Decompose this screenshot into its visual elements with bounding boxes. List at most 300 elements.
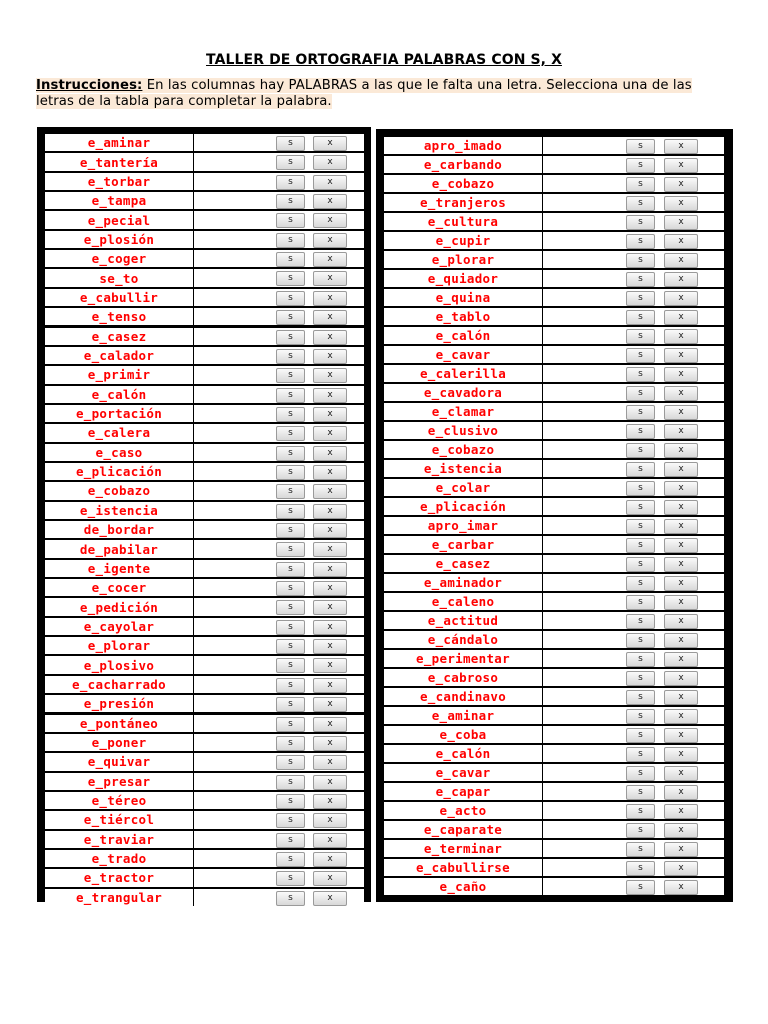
- option-s-button[interactable]: s: [626, 519, 655, 534]
- option-s-button[interactable]: s: [276, 155, 305, 170]
- option-s-button[interactable]: s: [276, 213, 305, 228]
- option-s-button[interactable]: s: [276, 175, 305, 190]
- word-row: [45, 598, 364, 615]
- option-x-button[interactable]: x: [664, 538, 698, 553]
- word-row: [384, 460, 724, 477]
- word-label: e_igente: [87, 560, 151, 576]
- column-divider: [193, 676, 194, 693]
- word-row: [45, 579, 364, 596]
- option-x-button[interactable]: x: [664, 576, 698, 591]
- option-x-button[interactable]: x: [664, 367, 698, 382]
- column-divider: [542, 593, 543, 610]
- word-label: e_tiércol: [83, 812, 155, 828]
- column-divider: [193, 889, 194, 906]
- word-row: [45, 134, 364, 151]
- word-row: [45, 173, 364, 190]
- word-label: e_pontáneo: [79, 715, 159, 731]
- column-divider: [542, 479, 543, 496]
- word-row: [45, 560, 364, 577]
- option-s-button[interactable]: s: [276, 871, 305, 886]
- option-s-button[interactable]: s: [626, 329, 655, 344]
- word-row: [384, 612, 724, 629]
- column-divider: [193, 328, 194, 345]
- word-label: e_coba: [439, 727, 487, 742]
- column-divider: [542, 745, 543, 762]
- word-label: e_téreo: [91, 793, 147, 809]
- option-x-button[interactable]: x: [313, 813, 347, 828]
- option-s-button[interactable]: s: [276, 891, 305, 906]
- option-s-button[interactable]: s: [276, 717, 305, 732]
- instructions-lead: Instrucciones:: [36, 78, 143, 93]
- column-divider: [542, 327, 543, 344]
- option-s-button[interactable]: s: [276, 504, 305, 519]
- option-x-button[interactable]: x: [313, 310, 347, 325]
- option-x-button[interactable]: x: [664, 424, 698, 439]
- option-x-button[interactable]: x: [664, 671, 698, 686]
- option-x-button[interactable]: x: [664, 614, 698, 629]
- option-s-button[interactable]: s: [276, 291, 305, 306]
- word-row: [45, 366, 364, 383]
- option-x-button[interactable]: x: [664, 348, 698, 363]
- option-x-button[interactable]: x: [313, 523, 347, 538]
- column-divider: [542, 384, 543, 401]
- option-s-button[interactable]: s: [626, 196, 655, 211]
- word-label: e_acto: [439, 803, 487, 818]
- option-s-button[interactable]: s: [626, 253, 655, 268]
- word-label: e_terminar: [423, 841, 503, 856]
- option-x-button[interactable]: x: [313, 155, 347, 170]
- column-divider: [542, 289, 543, 306]
- option-s-button[interactable]: s: [626, 367, 655, 382]
- column-divider: [542, 270, 543, 287]
- option-s-button[interactable]: s: [276, 310, 305, 325]
- option-x-button[interactable]: x: [664, 443, 698, 458]
- option-x-button[interactable]: x: [664, 139, 698, 154]
- word-row: [45, 869, 364, 886]
- option-x-button[interactable]: x: [664, 842, 698, 857]
- option-x-button[interactable]: x: [313, 794, 347, 809]
- column-divider: [542, 346, 543, 363]
- option-x-button[interactable]: x: [664, 310, 698, 325]
- word-row: [45, 386, 364, 403]
- option-x-button[interactable]: x: [313, 658, 347, 673]
- option-x-button[interactable]: x: [313, 368, 347, 383]
- word-row: [45, 792, 364, 809]
- column-divider: [193, 831, 194, 848]
- option-s-button[interactable]: s: [626, 424, 655, 439]
- column-divider: [193, 579, 194, 596]
- word-row: [384, 726, 724, 743]
- option-s-button[interactable]: s: [626, 462, 655, 477]
- column-divider: [193, 289, 194, 306]
- column-divider: [542, 517, 543, 534]
- option-x-button[interactable]: x: [313, 717, 347, 732]
- option-x-button[interactable]: x: [313, 736, 347, 751]
- word-row: [45, 444, 364, 461]
- word-row: [45, 753, 364, 770]
- option-x-button[interactable]: x: [313, 407, 347, 422]
- option-s-button[interactable]: s: [626, 500, 655, 515]
- word-label: e_casez: [435, 556, 491, 571]
- word-row: [45, 656, 364, 673]
- column-divider: [542, 783, 543, 800]
- instructions-text: En las columnas hay PALABRAS a las que le falta una letra. Selecciona una de las letras de la tabla para completar la palabra.: [36, 78, 692, 109]
- option-x-button[interactable]: x: [313, 271, 347, 286]
- word-label: e_carbar: [431, 537, 495, 552]
- word-row: [45, 289, 364, 306]
- option-x-button[interactable]: x: [664, 785, 698, 800]
- column-divider: [542, 403, 543, 420]
- option-s-button[interactable]: s: [626, 538, 655, 553]
- option-x-button[interactable]: x: [664, 823, 698, 838]
- option-s-button[interactable]: s: [626, 139, 655, 154]
- option-s-button[interactable]: s: [276, 736, 305, 751]
- option-x-button[interactable]: x: [313, 465, 347, 480]
- option-x-button[interactable]: x: [313, 600, 347, 615]
- word-label: e_trado: [91, 851, 147, 867]
- option-s-button[interactable]: s: [276, 388, 305, 403]
- word-label: e_torbar: [87, 173, 151, 189]
- option-s-button[interactable]: s: [276, 252, 305, 267]
- option-x-button[interactable]: x: [664, 462, 698, 477]
- option-s-button[interactable]: s: [626, 823, 655, 838]
- word-label: e_caleno: [431, 594, 495, 609]
- option-x-button[interactable]: x: [313, 562, 347, 577]
- option-s-button[interactable]: s: [276, 426, 305, 441]
- option-s-button[interactable]: s: [626, 804, 655, 819]
- word-label: e_tantería: [79, 154, 159, 170]
- option-s-button[interactable]: s: [276, 484, 305, 499]
- option-s-button[interactable]: s: [626, 614, 655, 629]
- word-row: [384, 308, 724, 325]
- column-divider: [542, 821, 543, 838]
- option-x-button[interactable]: x: [313, 175, 347, 190]
- option-x-button[interactable]: x: [313, 388, 347, 403]
- option-s-button[interactable]: s: [626, 633, 655, 648]
- word-row: [384, 270, 724, 287]
- word-label: e_pecial: [87, 212, 151, 228]
- column-divider: [542, 612, 543, 629]
- column-divider: [542, 422, 543, 439]
- option-s-button[interactable]: s: [276, 833, 305, 848]
- column-divider: [193, 773, 194, 790]
- word-row: [45, 637, 364, 654]
- word-row: [384, 327, 724, 344]
- option-x-button[interactable]: x: [664, 766, 698, 781]
- word-label: e_aminador: [423, 575, 503, 590]
- option-s-button[interactable]: s: [276, 562, 305, 577]
- option-x-button[interactable]: x: [313, 504, 347, 519]
- option-x-button[interactable]: x: [664, 158, 698, 173]
- option-x-button[interactable]: x: [313, 446, 347, 461]
- column-divider: [193, 366, 194, 383]
- option-s-button[interactable]: s: [626, 348, 655, 363]
- column-divider: [193, 347, 194, 364]
- column-divider: [542, 175, 543, 192]
- column-divider: [193, 656, 194, 673]
- column-divider: [542, 536, 543, 553]
- option-x-button[interactable]: x: [664, 709, 698, 724]
- option-s-button[interactable]: s: [276, 813, 305, 828]
- option-s-button[interactable]: s: [626, 481, 655, 496]
- option-x-button[interactable]: x: [664, 595, 698, 610]
- column-divider: [193, 211, 194, 228]
- word-label: apro_imado: [423, 138, 503, 153]
- option-x-button[interactable]: x: [313, 330, 347, 345]
- option-x-button[interactable]: x: [664, 291, 698, 306]
- option-s-button[interactable]: s: [276, 136, 305, 151]
- word-label: de_bordar: [83, 522, 155, 538]
- column-divider: [193, 540, 194, 557]
- word-label: e_cobazo: [431, 176, 495, 191]
- option-s-button[interactable]: s: [276, 523, 305, 538]
- option-x-button[interactable]: x: [664, 253, 698, 268]
- word-row: [45, 347, 364, 364]
- option-x-button[interactable]: x: [313, 755, 347, 770]
- option-s-button[interactable]: s: [626, 234, 655, 249]
- word-row: [384, 745, 724, 762]
- option-s-button[interactable]: s: [276, 407, 305, 422]
- word-label: e_capar: [435, 784, 491, 799]
- option-s-button[interactable]: s: [626, 861, 655, 876]
- column-divider: [193, 231, 194, 248]
- word-label: e_plicación: [419, 499, 507, 514]
- option-x-button[interactable]: x: [313, 833, 347, 848]
- option-x-button[interactable]: x: [313, 852, 347, 867]
- word-label: e_traviar: [83, 831, 155, 847]
- word-label: de_pabilar: [79, 541, 159, 557]
- word-label: e_tranjeros: [419, 195, 507, 210]
- word-row: [384, 859, 724, 876]
- word-row: [384, 213, 724, 230]
- option-x-button[interactable]: x: [664, 329, 698, 344]
- option-x-button[interactable]: x: [664, 728, 698, 743]
- word-row: [384, 555, 724, 572]
- option-s-button[interactable]: s: [276, 852, 305, 867]
- option-s-button[interactable]: s: [276, 794, 305, 809]
- word-label: e_istencia: [79, 502, 159, 518]
- column-divider: [193, 521, 194, 538]
- word-label: e_colar: [435, 480, 491, 495]
- option-s-button[interactable]: s: [276, 678, 305, 693]
- column-divider: [542, 213, 543, 230]
- word-label: e_cultura: [427, 214, 499, 229]
- option-x-button[interactable]: x: [313, 542, 347, 557]
- column-divider: [542, 498, 543, 515]
- option-x-button[interactable]: x: [313, 426, 347, 441]
- column-divider: [542, 878, 543, 895]
- word-label: e_plorar: [87, 638, 151, 654]
- option-s-button[interactable]: s: [626, 709, 655, 724]
- option-x-button[interactable]: x: [664, 196, 698, 211]
- option-s-button[interactable]: s: [626, 177, 655, 192]
- option-x-button[interactable]: x: [664, 747, 698, 762]
- column-divider: [542, 650, 543, 667]
- option-s-button[interactable]: s: [276, 620, 305, 635]
- word-label: e_tampa: [91, 193, 147, 209]
- option-s-button[interactable]: s: [626, 557, 655, 572]
- word-label: e_tenso: [91, 309, 147, 325]
- option-s-button[interactable]: s: [276, 271, 305, 286]
- option-s-button[interactable]: s: [626, 880, 655, 895]
- word-label: e_clamar: [431, 404, 495, 419]
- word-row: [384, 688, 724, 705]
- option-x-button[interactable]: x: [664, 386, 698, 401]
- option-x-button[interactable]: x: [313, 697, 347, 712]
- option-s-button[interactable]: s: [276, 755, 305, 770]
- option-s-button[interactable]: s: [276, 639, 305, 654]
- option-s-button[interactable]: s: [276, 330, 305, 345]
- word-row: [384, 498, 724, 515]
- option-x-button[interactable]: x: [664, 633, 698, 648]
- option-s-button[interactable]: s: [626, 785, 655, 800]
- option-s-button[interactable]: s: [626, 405, 655, 420]
- option-x-button[interactable]: x: [664, 804, 698, 819]
- option-s-button[interactable]: s: [276, 233, 305, 248]
- option-s-button[interactable]: s: [276, 697, 305, 712]
- word-label: e_quina: [435, 290, 491, 305]
- option-x-button[interactable]: x: [313, 620, 347, 635]
- option-s-button[interactable]: s: [626, 766, 655, 781]
- word-row: [384, 650, 724, 667]
- column-divider: [542, 156, 543, 173]
- option-x-button[interactable]: x: [313, 775, 347, 790]
- instructions: [36, 78, 716, 110]
- option-x-button[interactable]: x: [664, 652, 698, 667]
- word-row: [45, 192, 364, 209]
- word-row: [384, 840, 724, 857]
- column-divider: [542, 726, 543, 743]
- option-s-button[interactable]: s: [626, 443, 655, 458]
- word-label: e_caño: [439, 879, 487, 894]
- option-s-button[interactable]: s: [626, 690, 655, 705]
- option-s-button[interactable]: s: [276, 194, 305, 209]
- option-s-button[interactable]: s: [626, 671, 655, 686]
- word-row: [384, 536, 724, 553]
- option-x-button[interactable]: x: [664, 234, 698, 249]
- column-divider: [542, 232, 543, 249]
- word-label: e_cabullirse: [416, 860, 510, 875]
- option-x-button[interactable]: x: [313, 871, 347, 886]
- option-s-button[interactable]: s: [626, 747, 655, 762]
- option-x-button[interactable]: x: [313, 639, 347, 654]
- word-label: e_cupir: [435, 233, 491, 248]
- option-x-button[interactable]: x: [664, 405, 698, 420]
- word-row: [45, 308, 364, 325]
- word-label: e_cacharrado: [72, 676, 166, 692]
- option-s-button[interactable]: s: [276, 658, 305, 673]
- option-s-button[interactable]: s: [276, 581, 305, 596]
- option-x-button[interactable]: x: [664, 690, 698, 705]
- word-row: [45, 502, 364, 519]
- word-label: e_presión: [83, 696, 155, 712]
- option-x-button[interactable]: x: [664, 215, 698, 230]
- word-row: [45, 695, 364, 712]
- option-x-button[interactable]: x: [313, 213, 347, 228]
- word-label: e_cobazo: [87, 483, 151, 499]
- option-x-button[interactable]: x: [313, 891, 347, 906]
- option-x-button[interactable]: x: [664, 500, 698, 515]
- option-s-button[interactable]: s: [626, 652, 655, 667]
- column-divider: [193, 869, 194, 886]
- option-s-button[interactable]: s: [276, 542, 305, 557]
- word-row: [45, 231, 364, 248]
- column-divider: [193, 308, 194, 325]
- option-s-button[interactable]: s: [626, 728, 655, 743]
- word-label: e_cándalo: [427, 632, 499, 647]
- word-row: [45, 424, 364, 441]
- option-x-button[interactable]: x: [313, 581, 347, 596]
- word-label: se_to: [99, 270, 139, 286]
- option-x-button[interactable]: x: [313, 252, 347, 267]
- option-s-button[interactable]: s: [276, 600, 305, 615]
- option-x-button[interactable]: x: [313, 136, 347, 151]
- word-label: e_cabroso: [427, 670, 499, 685]
- option-x-button[interactable]: x: [664, 861, 698, 876]
- option-x-button[interactable]: x: [664, 557, 698, 572]
- word-label: e_coger: [91, 251, 147, 267]
- option-s-button[interactable]: s: [276, 465, 305, 480]
- option-x-button[interactable]: x: [664, 519, 698, 534]
- option-x-button[interactable]: x: [664, 272, 698, 287]
- option-s-button[interactable]: s: [276, 775, 305, 790]
- option-s-button[interactable]: s: [626, 291, 655, 306]
- column-divider: [542, 194, 543, 211]
- option-s-button[interactable]: s: [626, 595, 655, 610]
- word-row: [384, 517, 724, 534]
- word-label: e_cocer: [91, 580, 147, 596]
- word-label: e_aminar: [87, 135, 151, 151]
- option-x-button[interactable]: x: [664, 177, 698, 192]
- option-s-button[interactable]: s: [626, 158, 655, 173]
- option-x-button[interactable]: x: [313, 484, 347, 499]
- option-x-button[interactable]: x: [313, 349, 347, 364]
- option-s-button[interactable]: s: [276, 349, 305, 364]
- column-divider: [542, 555, 543, 572]
- word-label: e_portación: [75, 406, 163, 422]
- column-divider: [193, 134, 194, 151]
- option-s-button[interactable]: s: [626, 576, 655, 591]
- option-x-button[interactable]: x: [313, 678, 347, 693]
- word-label: e_cavadora: [423, 385, 503, 400]
- column-divider: [193, 269, 194, 286]
- option-s-button[interactable]: s: [626, 386, 655, 401]
- word-label: e_caparate: [423, 822, 503, 837]
- column-divider: [542, 688, 543, 705]
- option-s-button[interactable]: s: [626, 310, 655, 325]
- option-s-button[interactable]: s: [626, 272, 655, 287]
- word-label: e_perimentar: [416, 651, 510, 666]
- option-s-button[interactable]: s: [626, 215, 655, 230]
- word-label: e_plicación: [75, 464, 163, 480]
- word-row: [45, 269, 364, 286]
- word-row: [45, 676, 364, 693]
- column-divider: [193, 598, 194, 615]
- option-x-button[interactable]: x: [664, 481, 698, 496]
- word-row: [384, 384, 724, 401]
- option-x-button[interactable]: x: [313, 194, 347, 209]
- word-label: e_istencia: [423, 461, 503, 476]
- column-divider: [542, 669, 543, 686]
- option-x-button[interactable]: x: [313, 291, 347, 306]
- option-s-button[interactable]: s: [626, 842, 655, 857]
- option-x-button[interactable]: x: [664, 880, 698, 895]
- option-s-button[interactable]: s: [276, 446, 305, 461]
- option-s-button[interactable]: s: [276, 368, 305, 383]
- word-label: e_pedición: [79, 599, 159, 615]
- option-x-button[interactable]: x: [313, 233, 347, 248]
- word-row: [45, 482, 364, 499]
